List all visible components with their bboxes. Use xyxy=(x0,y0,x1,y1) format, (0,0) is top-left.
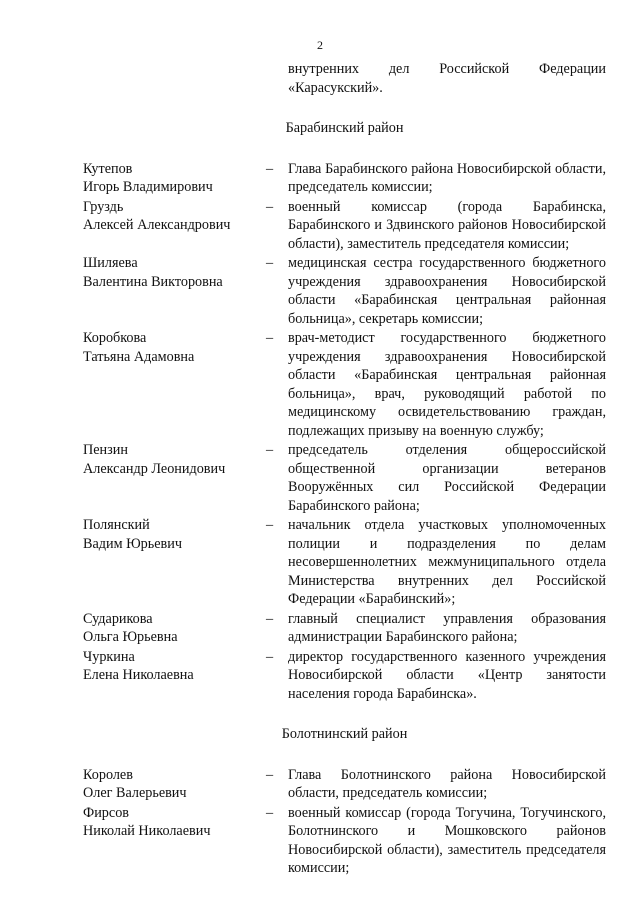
dash: – xyxy=(266,255,274,271)
continuation-text: внутренних дел Российской Федерации «Карасукский». xyxy=(288,61,606,96)
member-entry xyxy=(83,766,606,803)
member-name: Кутепов Игорь Владимирович xyxy=(83,160,213,195)
member-role: председатель отделения общероссийской общественной организации ветеранов Вооружённых сил Российской Федерации Барабинского района; xyxy=(288,442,606,514)
dash: – xyxy=(266,442,274,458)
member-entry xyxy=(83,516,606,609)
dash: – xyxy=(266,766,274,783)
member-role: медицинская сестра государственного бюджетного учреждения здравоохранения Новосибирской области «Барабинская центральная районная больница», секретарь комиссии; xyxy=(288,255,606,327)
member-name: Коробкова Татьяна Адамовна xyxy=(83,330,195,365)
member-entry xyxy=(83,610,606,647)
dash: – xyxy=(266,330,274,346)
member-entry xyxy=(83,160,606,197)
continuation-row xyxy=(83,60,606,97)
member-entry xyxy=(83,198,606,254)
section-title: Барабинский район xyxy=(285,120,404,136)
page-number: 2 xyxy=(317,38,323,52)
dash: – xyxy=(266,517,274,533)
section-title: Болотнинский район xyxy=(281,726,408,742)
member-entry xyxy=(83,441,606,515)
member-role: Глава Барабинского района Новосибирской области, председатель комиссии; xyxy=(288,160,606,195)
member-role: врач-методист государственного бюджетного учреждения здравоохранения Новосибирской области «Барабинская центральная районная больница», врач, руководящий работой по медицинскому освидетельствованию граждан, подлежащих призыву на военную службу; xyxy=(288,330,606,439)
member-name: Сударикова Ольга Юрьевна xyxy=(83,610,178,645)
member-entry xyxy=(83,648,606,704)
member-name: Шиляева Валентина Викторовна xyxy=(83,255,223,290)
dash: – xyxy=(266,160,274,177)
member-role: начальник отдела участковых уполномоченных полиции и подразделения по делам несовершеннолетних межмуниципального отдела Министерства внутренних дел Российской Федерации «Барабинский»; xyxy=(288,517,606,607)
document-body xyxy=(83,60,606,879)
member-role: Глава Болотнинского района Новосибирской области, председатель комиссии; xyxy=(288,766,606,801)
commission-list xyxy=(83,160,606,704)
member-entry xyxy=(83,329,606,440)
member-role: военный комиссар (города Барабинска, Барабинского и Здвинского районов Новосибирской области), заместитель председателя комиссии; xyxy=(288,198,606,252)
member-entry xyxy=(83,804,606,878)
member-name: Фирсов Николай Николаевич xyxy=(83,804,211,839)
member-name: Груздь Алексей Александрович xyxy=(83,198,231,233)
member-name: Полянский Вадим Юрьевич xyxy=(83,517,182,552)
member-name: Пензин Александр Леонидович xyxy=(83,442,226,477)
dash: – xyxy=(266,198,274,215)
member-entry xyxy=(83,254,606,328)
dash: – xyxy=(266,804,274,821)
member-role: главный специалист управления образования администрации Барабинского района; xyxy=(288,610,606,645)
member-role: военный комиссар (города Тогучина, Тогучинского, Болотнинского и Мошковского районов Новосибирской области), заместитель председателя комиссии; xyxy=(288,804,606,876)
dash: – xyxy=(266,648,274,665)
commission-list xyxy=(83,766,606,878)
member-name: Чуркина Елена Николаевна xyxy=(83,648,194,683)
dash: – xyxy=(266,610,274,627)
member-role: директор государственного казенного учреждения Новосибирской области «Центр занятости населения города Барабинска». xyxy=(288,648,606,702)
member-name: Королев Олег Валерьевич xyxy=(83,766,187,801)
